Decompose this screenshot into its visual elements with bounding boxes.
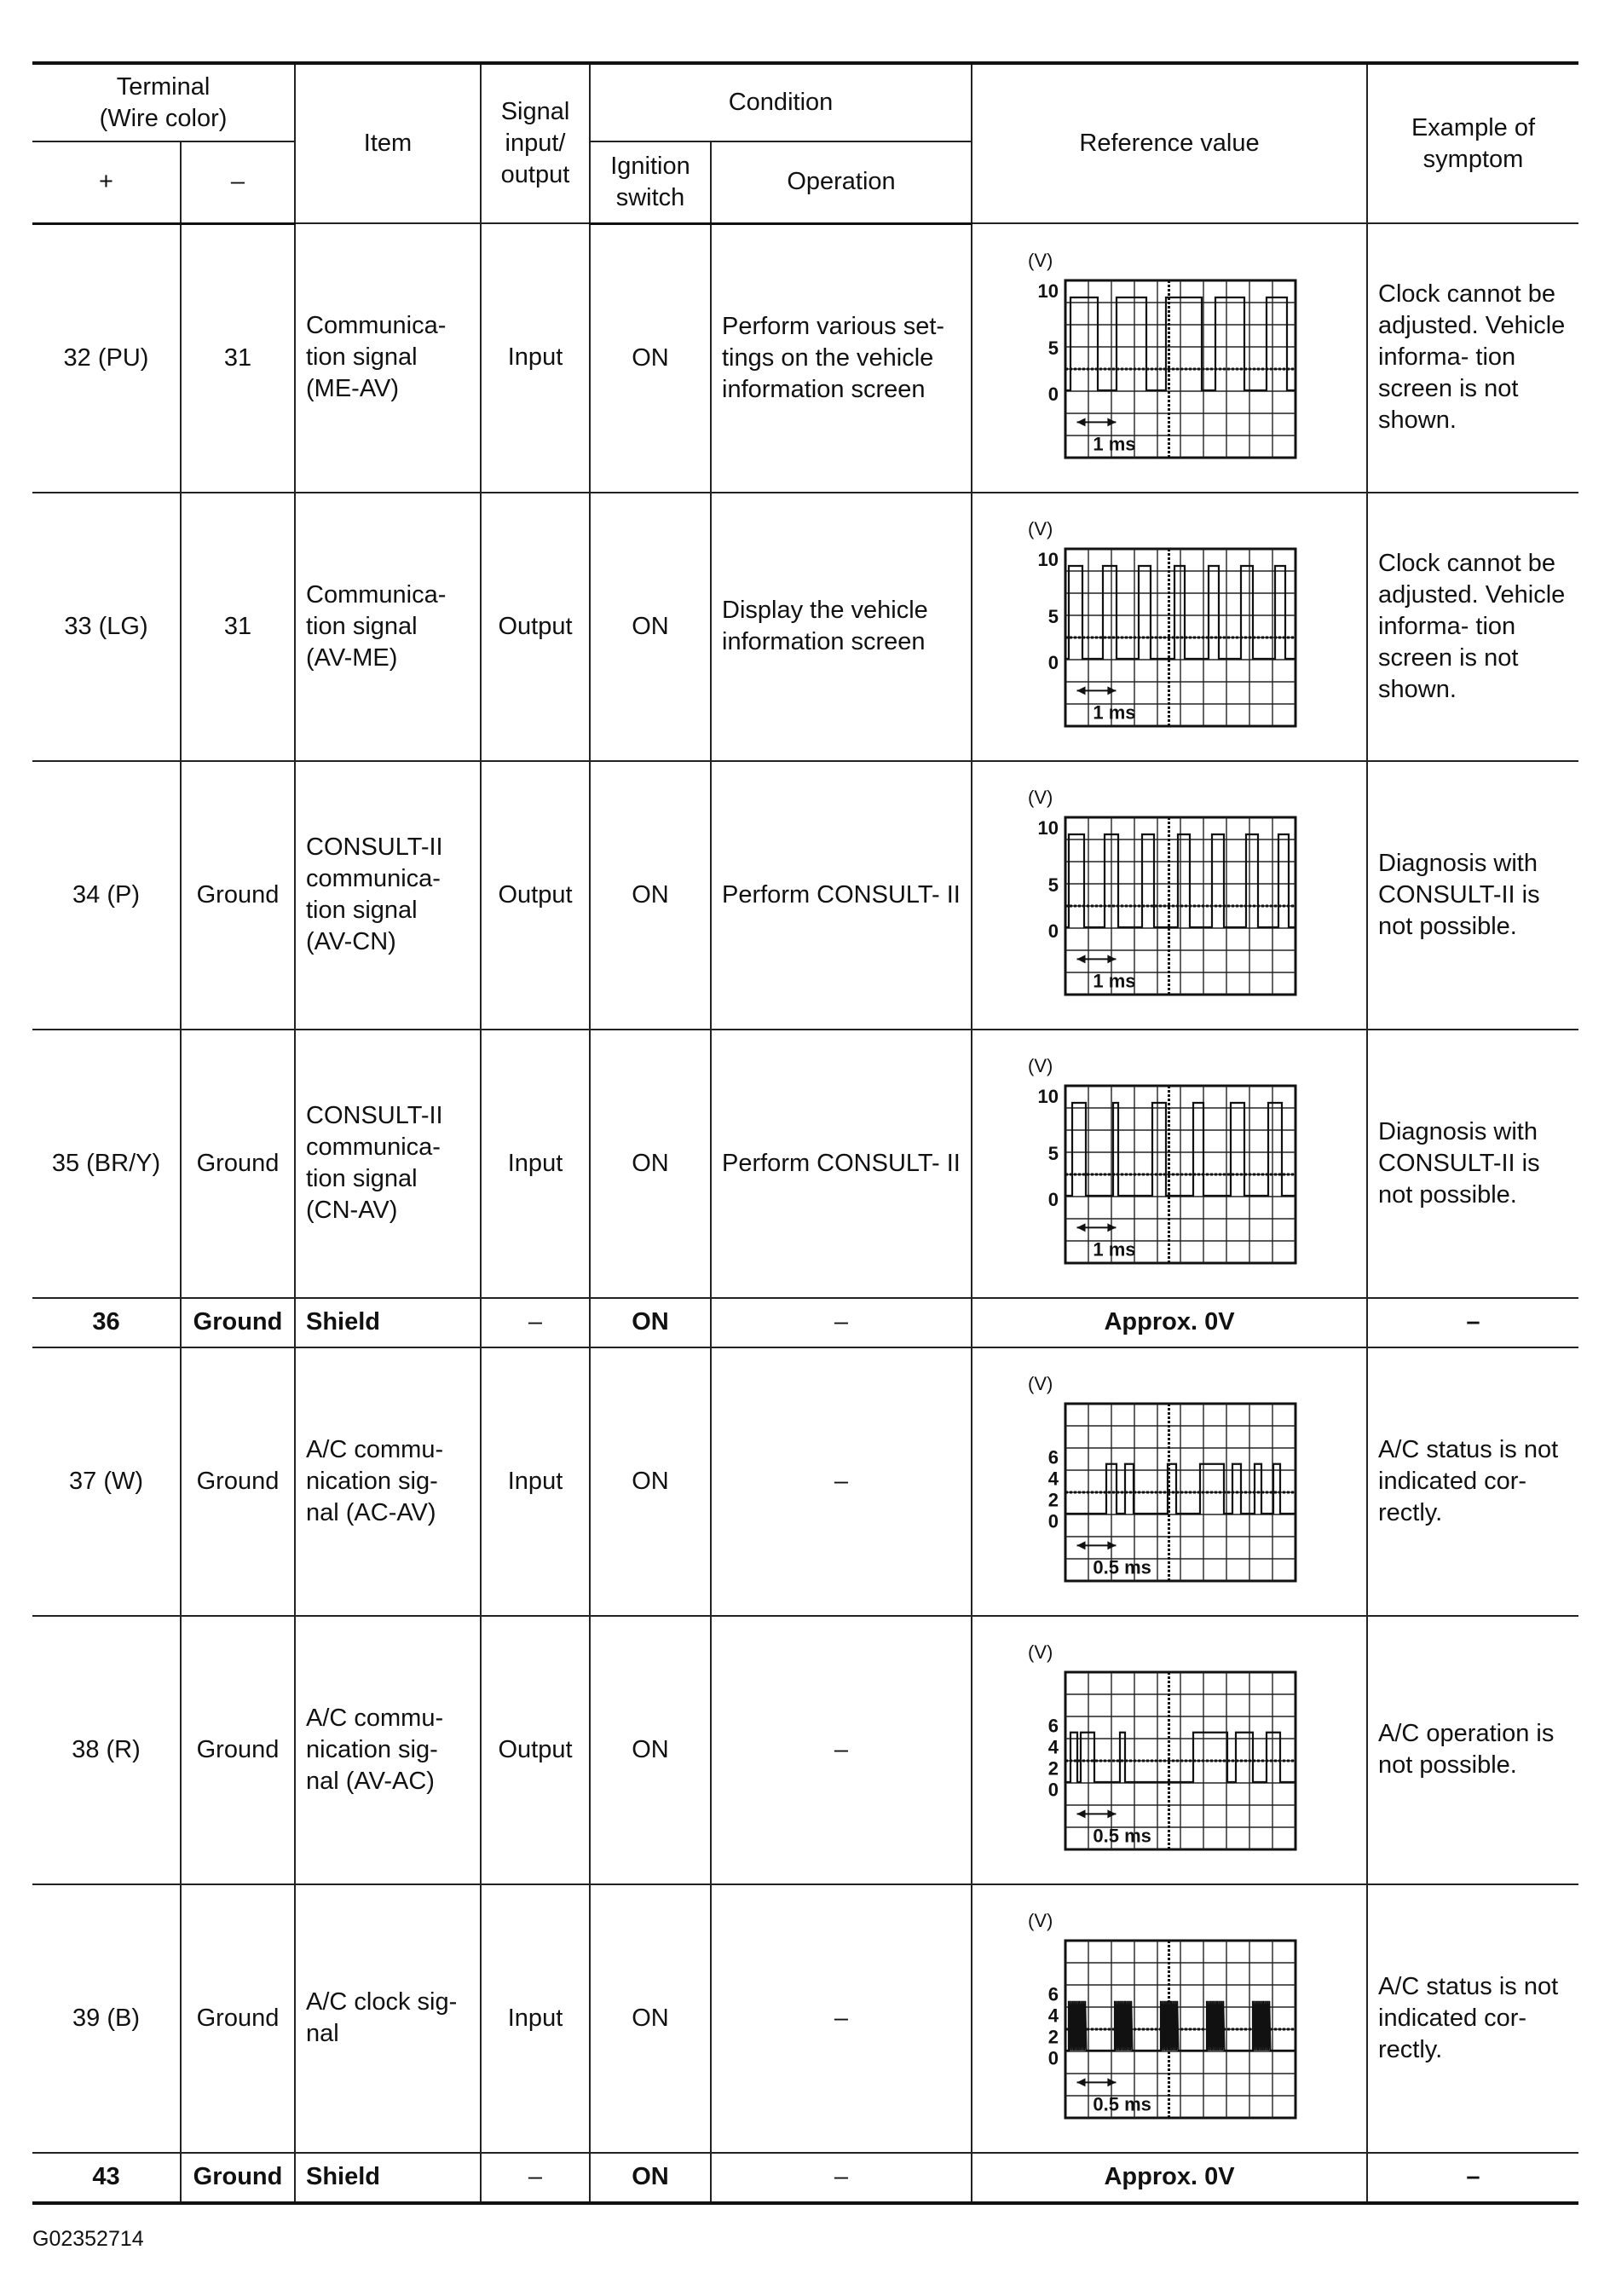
example-symptom-header: Example of symptom: [1367, 63, 1578, 223]
scope-unit-label: (V): [1028, 788, 1053, 808]
scope-unit-label: (V): [1028, 1057, 1053, 1076]
scope-tick-label: 0: [1047, 1779, 1059, 1801]
item-cell: Shield: [295, 1298, 481, 1347]
terminal-minus-cell: Ground: [181, 1884, 295, 2153]
ignition-switch-cell: ON: [590, 1030, 711, 1298]
symptom-cell: Clock cannot be adjusted. Vehicle informa- tion screen is not shown.: [1367, 223, 1578, 493]
scope-tick-label: 0: [1047, 1189, 1059, 1211]
ignition-switch-cell: ON: [590, 1884, 711, 2153]
scope-tick-label: 4: [1047, 1736, 1059, 1758]
terminal-minus-cell: Ground: [181, 1347, 295, 1616]
signal-io-header: Signal input/ output: [481, 63, 590, 223]
operation-cell: –: [711, 1347, 972, 1616]
scope-tick-label: 2: [1047, 1757, 1059, 1780]
time-scale-label: 0.5 ms: [1093, 1556, 1151, 1578]
ignition-switch-cell: ON: [590, 1347, 711, 1616]
time-scale-label: 1 ms: [1093, 1238, 1136, 1260]
scope-tick-label: 0: [1047, 652, 1059, 674]
signal-io-cell: Output: [481, 1616, 590, 1884]
signal-io-cell: Output: [481, 493, 590, 761]
plus-header: +: [32, 141, 181, 223]
terminal-header: [32, 63, 295, 141]
symptom-cell: Diagnosis with CONSULT-II is not possible.: [1367, 1030, 1578, 1298]
scope-tick-label: 6: [1047, 1983, 1059, 2005]
operation-cell: Display the vehicle information screen: [711, 493, 972, 761]
signal-io-cell: Input: [481, 1884, 590, 2153]
symptom-cell: –: [1367, 1298, 1578, 1347]
scope-tick-label: 10: [1037, 280, 1059, 302]
ignition-switch-cell: ON: [590, 2153, 711, 2203]
condition-header: Condition: [590, 63, 972, 141]
symptom-cell: Clock cannot be adjusted. Vehicle informa- tion screen is not shown.: [1367, 493, 1578, 761]
terminal-minus-cell: Ground: [181, 1298, 295, 1347]
oscilloscope-waveform: [1024, 788, 1314, 1001]
reference-value-cell: [972, 223, 1367, 493]
terminal-plus-cell: 35 (BR/Y): [32, 1030, 181, 1298]
table-row: [32, 493, 1578, 761]
terminal-minus-cell: Ground: [181, 1616, 295, 1884]
operation-cell: Perform various set- tings on the vehicle information screen: [711, 223, 972, 493]
terminal-plus-cell: 32 (PU): [32, 223, 181, 493]
scope-tick-label: 5: [1047, 337, 1059, 359]
reference-value-header: Reference value: [972, 63, 1367, 223]
table-body: [32, 223, 1578, 2203]
table-row: [32, 2153, 1578, 2203]
signal-io-cell: –: [481, 1298, 590, 1347]
table-row: [32, 1298, 1578, 1347]
item-cell: Communica- tion signal (AV-ME): [295, 493, 481, 761]
operation-cell: –: [711, 2153, 972, 2203]
terminal-minus-cell: Ground: [181, 2153, 295, 2203]
reference-value-cell: [972, 1616, 1367, 1884]
reference-value-cell: [972, 761, 1367, 1030]
scope-tick-label: 0: [1047, 383, 1059, 405]
ignition-switch-cell: ON: [590, 1298, 711, 1347]
operation-cell: –: [711, 1298, 972, 1347]
operation-cell: –: [711, 1616, 972, 1884]
ignition-switch-header: Ignition switch: [590, 141, 711, 223]
symptom-cell: A/C operation is not possible.: [1367, 1616, 1578, 1884]
terminal-plus-cell: 38 (R): [32, 1616, 181, 1884]
scope-tick-label: 5: [1047, 874, 1059, 897]
time-scale-label: 0.5 ms: [1093, 2093, 1151, 2115]
time-scale-label: 1 ms: [1093, 701, 1136, 724]
reference-value-cell: [972, 493, 1367, 761]
operation-cell: Perform CONSULT- II: [711, 761, 972, 1030]
terminal-plus-cell: 34 (P): [32, 761, 181, 1030]
terminal-label: Terminal: [116, 72, 211, 101]
scope-tick-label: 6: [1047, 1715, 1059, 1737]
data-table: [32, 61, 1578, 2205]
scope-tick-label: 5: [1047, 1143, 1059, 1165]
terminal-plus-cell: 43: [32, 2153, 181, 2203]
time-scale-label: 1 ms: [1093, 433, 1136, 455]
scope-tick-label: 2: [1047, 2026, 1059, 2048]
table-row: [32, 1616, 1578, 1884]
reference-value-cell: Approx. 0V: [972, 2153, 1367, 2203]
table-row: [32, 761, 1578, 1030]
wire-color-label: (Wire color): [99, 104, 228, 132]
item-cell: CONSULT-II communica- tion signal (AV-CN): [295, 761, 481, 1030]
scope-unit-label: (V): [1028, 1375, 1053, 1394]
signal-io-cell: –: [481, 2153, 590, 2203]
oscilloscope-waveform: [1024, 251, 1314, 464]
item-cell: Communica- tion signal (ME-AV): [295, 223, 481, 493]
oscilloscope-waveform: [1024, 520, 1314, 733]
symptom-cell: A/C status is not indicated cor- rectly.: [1367, 1347, 1578, 1616]
scope-tick-label: 0: [1047, 920, 1059, 943]
table-row: [32, 1347, 1578, 1616]
signal-io-cell: Input: [481, 1030, 590, 1298]
ignition-switch-cell: ON: [590, 761, 711, 1030]
scope-tick-label: 0: [1047, 2047, 1059, 2069]
oscilloscope-waveform: [1024, 1912, 1314, 2125]
oscilloscope-waveform: [1024, 1375, 1314, 1588]
reference-value-cell: Approx. 0V: [972, 1298, 1367, 1347]
operation-header: Operation: [711, 141, 972, 223]
symptom-cell: A/C status is not indicated cor- rectly.: [1367, 1884, 1578, 2153]
terminal-reference-table: [32, 61, 1578, 2205]
operation-cell: Perform CONSULT- II: [711, 1030, 972, 1298]
scope-unit-label: (V): [1028, 1912, 1053, 1931]
signal-io-cell: Input: [481, 1347, 590, 1616]
scope-tick-label: 6: [1047, 1446, 1059, 1468]
table-row: [32, 1884, 1578, 2153]
symptom-cell: Diagnosis with CONSULT-II is not possible.: [1367, 761, 1578, 1030]
terminal-minus-cell: 31: [181, 223, 295, 493]
reference-value-cell: [972, 1030, 1367, 1298]
terminal-minus-cell: 31: [181, 493, 295, 761]
item-cell: A/C clock sig- nal: [295, 1884, 481, 2153]
scope-tick-label: 0: [1047, 1510, 1059, 1532]
symptom-cell: –: [1367, 2153, 1578, 2203]
table-row: [32, 1030, 1578, 1298]
scope-tick-label: 10: [1037, 817, 1059, 839]
scope-tick-label: 5: [1047, 606, 1059, 628]
scope-tick-label: 2: [1047, 1489, 1059, 1511]
scope-tick-label: 4: [1047, 1468, 1059, 1490]
item-cell: Shield: [295, 2153, 481, 2203]
signal-io-cell: Input: [481, 223, 590, 493]
operation-cell: –: [711, 1884, 972, 2153]
oscilloscope-waveform: [1024, 1057, 1314, 1270]
time-scale-label: 1 ms: [1093, 970, 1136, 992]
ignition-switch-cell: ON: [590, 493, 711, 761]
signal-io-cell: Output: [481, 761, 590, 1030]
item-cell: CONSULT-II communica- tion signal (CN-AV): [295, 1030, 481, 1298]
scope-unit-label: (V): [1028, 1643, 1053, 1663]
time-scale-label: 0.5 ms: [1093, 1825, 1151, 1847]
terminal-minus-cell: Ground: [181, 761, 295, 1030]
item-header: Item: [295, 63, 481, 223]
terminal-plus-cell: 36: [32, 1298, 181, 1347]
scope-tick-label: 10: [1037, 549, 1059, 570]
reference-value-cell: [972, 1347, 1367, 1616]
terminal-plus-cell: 33 (LG): [32, 493, 181, 761]
scope-tick-label: 4: [1047, 2005, 1059, 2027]
item-cell: A/C commu- nication sig- nal (AV-AC): [295, 1616, 481, 1884]
reference-value-cell: [972, 1884, 1367, 2153]
terminal-minus-cell: Ground: [181, 1030, 295, 1298]
table-row: [32, 223, 1578, 493]
oscilloscope-waveform: [1024, 1643, 1314, 1856]
terminal-plus-cell: 37 (W): [32, 1347, 181, 1616]
figure-code: G02352714: [32, 2227, 144, 2251]
scope-tick-label: 10: [1037, 1086, 1059, 1107]
ignition-switch-cell: ON: [590, 1616, 711, 1884]
terminal-plus-cell: 39 (B): [32, 1884, 181, 2153]
scope-unit-label: (V): [1028, 251, 1053, 271]
scope-unit-label: (V): [1028, 520, 1053, 539]
ignition-switch-cell: ON: [590, 223, 711, 493]
minus-header: –: [181, 141, 295, 223]
item-cell: A/C commu- nication sig- nal (AC-AV): [295, 1347, 481, 1616]
